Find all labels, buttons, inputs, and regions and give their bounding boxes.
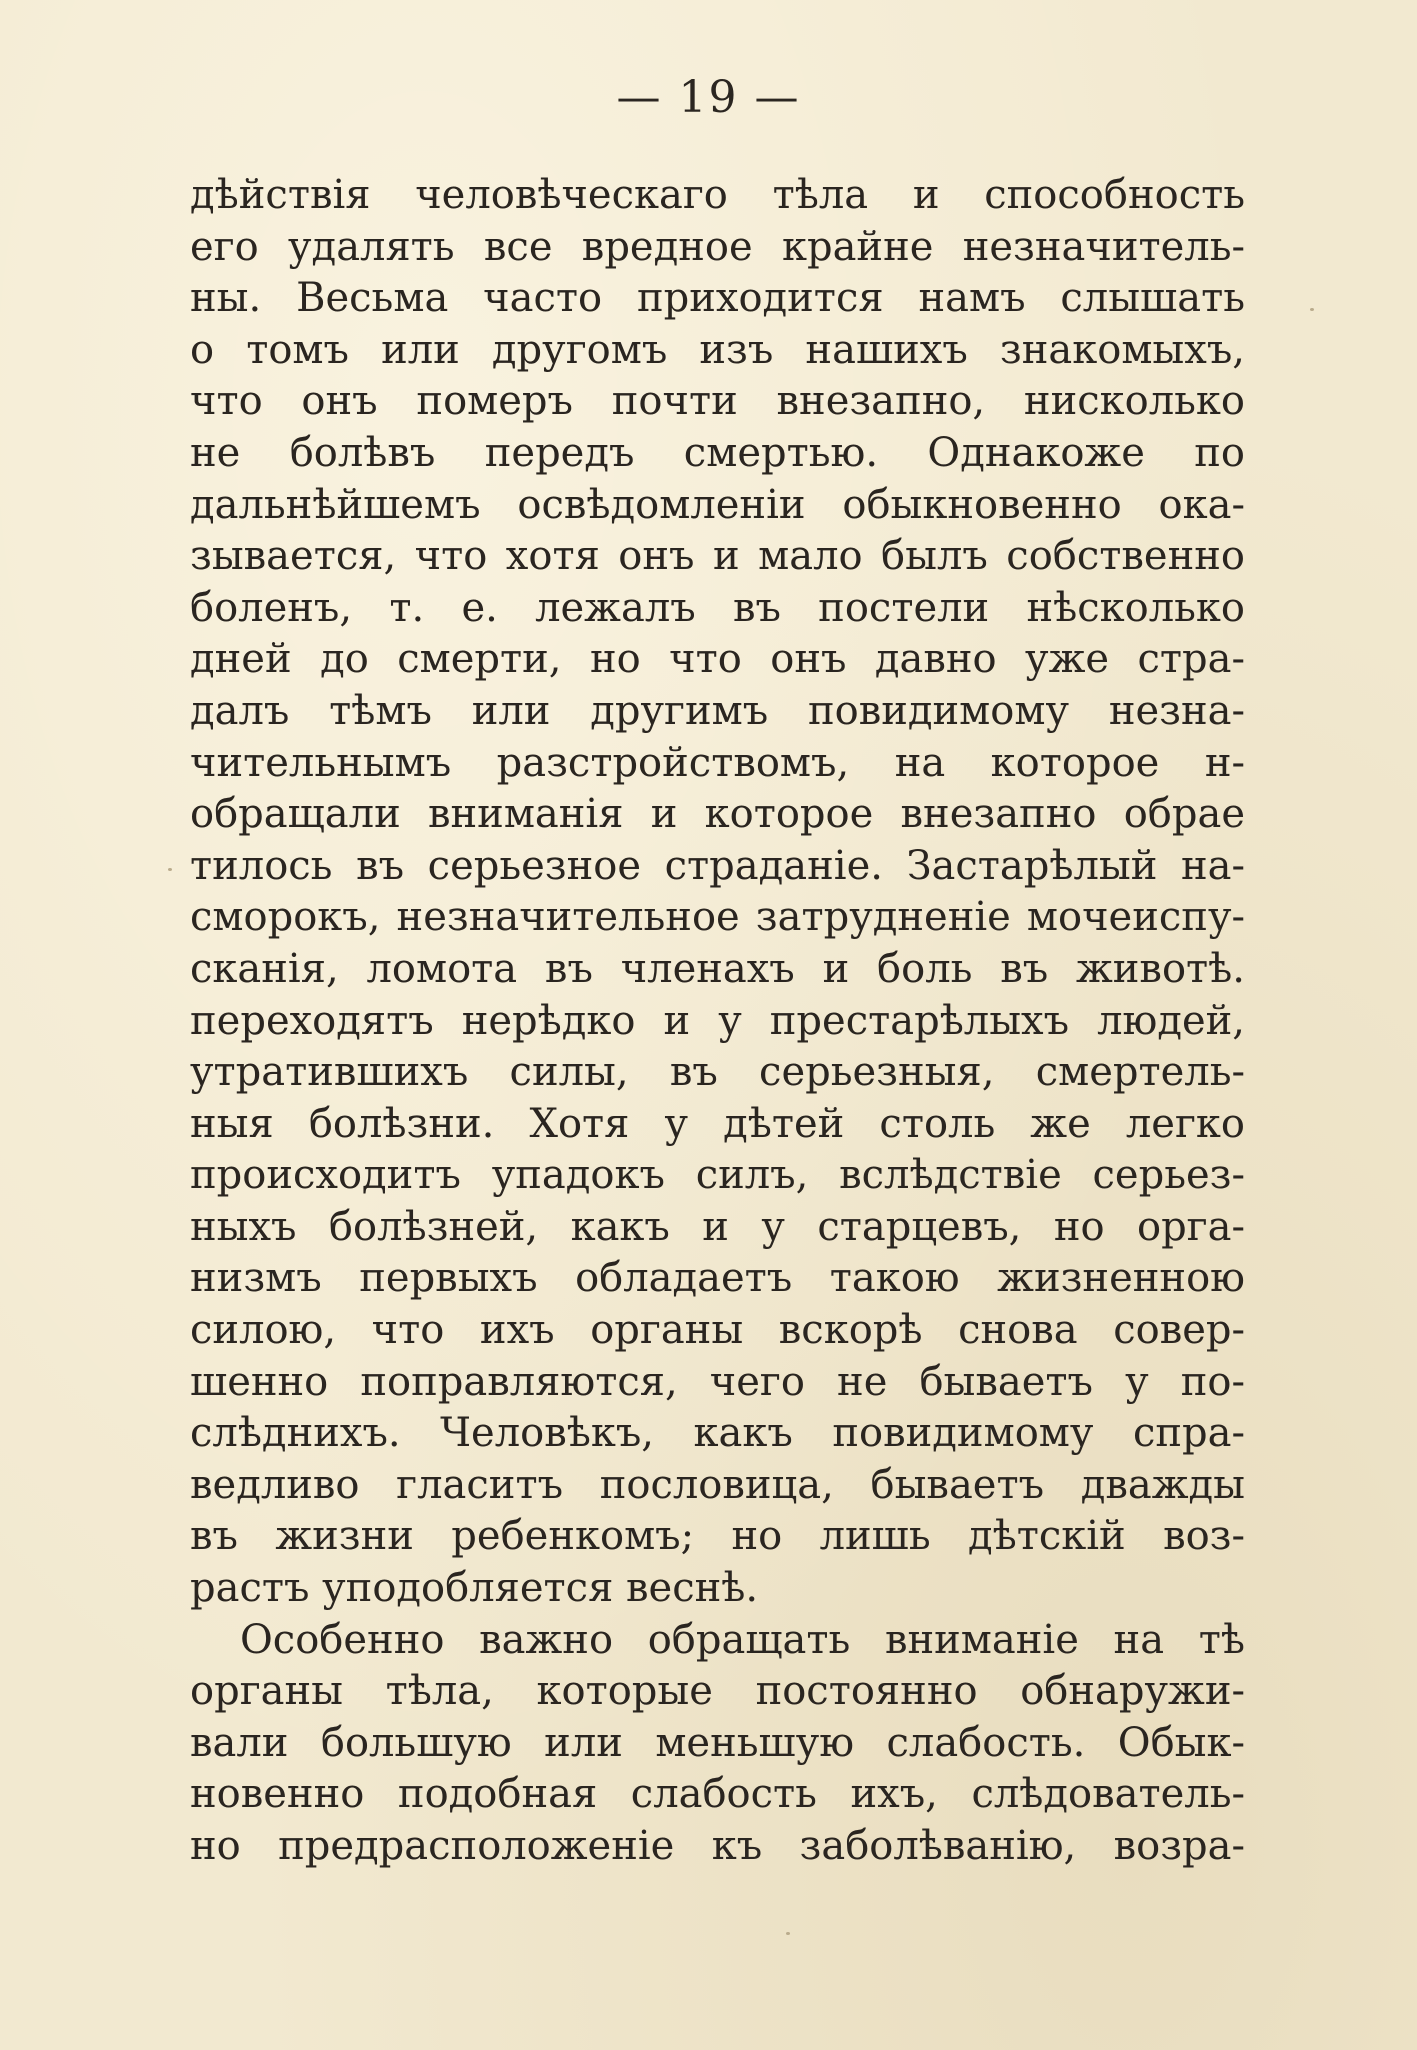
text-line: шенно поправляются, чего не бываетъ у по- bbox=[190, 1358, 1245, 1405]
text-line: ны. Весьма часто приходится намъ слышать bbox=[190, 275, 1245, 322]
text-line: боленъ, т. е. лежалъ въ постели нѣсколько bbox=[190, 584, 1245, 631]
text-line: его удалять все вредное крайне незначитель- bbox=[190, 223, 1245, 270]
text-line: дальнѣйшемъ освѣдомленіи обыкновенно ока- bbox=[190, 481, 1245, 528]
text-line: тилось въ серьезное страданіе. Застарѣлый на- bbox=[190, 842, 1245, 889]
text-line: не болѣвъ передъ смертью. Однакоже по bbox=[190, 429, 1245, 476]
text-line: низмъ первыхъ обладаетъ такою жизненною bbox=[190, 1255, 1245, 1302]
text-line: о томъ или другомъ изъ нашихъ знакомыхъ, bbox=[190, 326, 1245, 373]
text-line: дней до смерти, но что онъ давно уже стра- bbox=[190, 636, 1245, 683]
text-line: обращали вниманія и которое внезапно обрае bbox=[190, 791, 1245, 838]
paper-speck bbox=[786, 1932, 790, 1935]
text-line: въ жизни ребенкомъ; но лишь дѣтскій воз- bbox=[190, 1513, 1245, 1560]
text-line: но предрасположеніе къ заболѣванію, возра- bbox=[190, 1823, 1245, 1869]
text-line: растъ уподобляется веснѣ. bbox=[190, 1565, 759, 1612]
text-line: силою, что ихъ органы вскорѣ снова совер- bbox=[190, 1307, 1245, 1354]
text-line: чительнымъ разстройствомъ, на которое н- bbox=[190, 739, 1245, 786]
text-line: дѣйствія человѣческаго тѣла и способность bbox=[190, 172, 1245, 218]
paper-speck bbox=[168, 868, 172, 871]
text-line: зывается, что хотя онъ и мало былъ собственно bbox=[190, 533, 1245, 580]
text-line: вали большую или меньшую слабость. Обык- bbox=[190, 1719, 1245, 1766]
text-line: ведливо гласитъ пословица, бываетъ дважды bbox=[190, 1461, 1245, 1508]
text-line: Особенно важно обращать вниманіе на тѣ bbox=[240, 1616, 1245, 1663]
text-line: слѣднихъ. Человѣкъ, какъ повидимому спра- bbox=[190, 1410, 1245, 1457]
text-line: переходятъ нерѣдко и у престарѣлыхъ людей, bbox=[190, 997, 1245, 1044]
text-line: утратившихъ силы, въ серьезныя, смертель- bbox=[190, 1049, 1245, 1096]
text-line: сморокъ, незначительное затрудненіе мочеиспу- bbox=[190, 894, 1245, 941]
text-line: новенно подобная слабость ихъ, слѣдователь- bbox=[190, 1771, 1245, 1818]
text-line: сканія, ломота въ членахъ и боль въ животѣ. bbox=[190, 945, 1245, 992]
page-number: — 19 — bbox=[616, 72, 801, 123]
paragraph-1 bbox=[190, 170, 1245, 1615]
paragraph-2 bbox=[190, 1615, 1245, 1873]
paper-speck bbox=[1310, 308, 1314, 311]
text-line: происходитъ упадокъ силъ, вслѣдствіе серьез- bbox=[190, 1152, 1245, 1199]
text-line: ныя болѣзни. Хотя у дѣтей столь же легко bbox=[190, 1100, 1245, 1147]
body-text bbox=[190, 170, 1245, 1873]
text-line: далъ тѣмъ или другимъ повидимому незна- bbox=[190, 687, 1245, 734]
text-line: ныхъ болѣзней, какъ и у старцевъ, но орга- bbox=[190, 1203, 1245, 1250]
text-line: что онъ померъ почти внезапно, нисколько bbox=[190, 378, 1245, 425]
text-line: органы тѣла, которые постоянно обнаружи- bbox=[190, 1668, 1245, 1715]
